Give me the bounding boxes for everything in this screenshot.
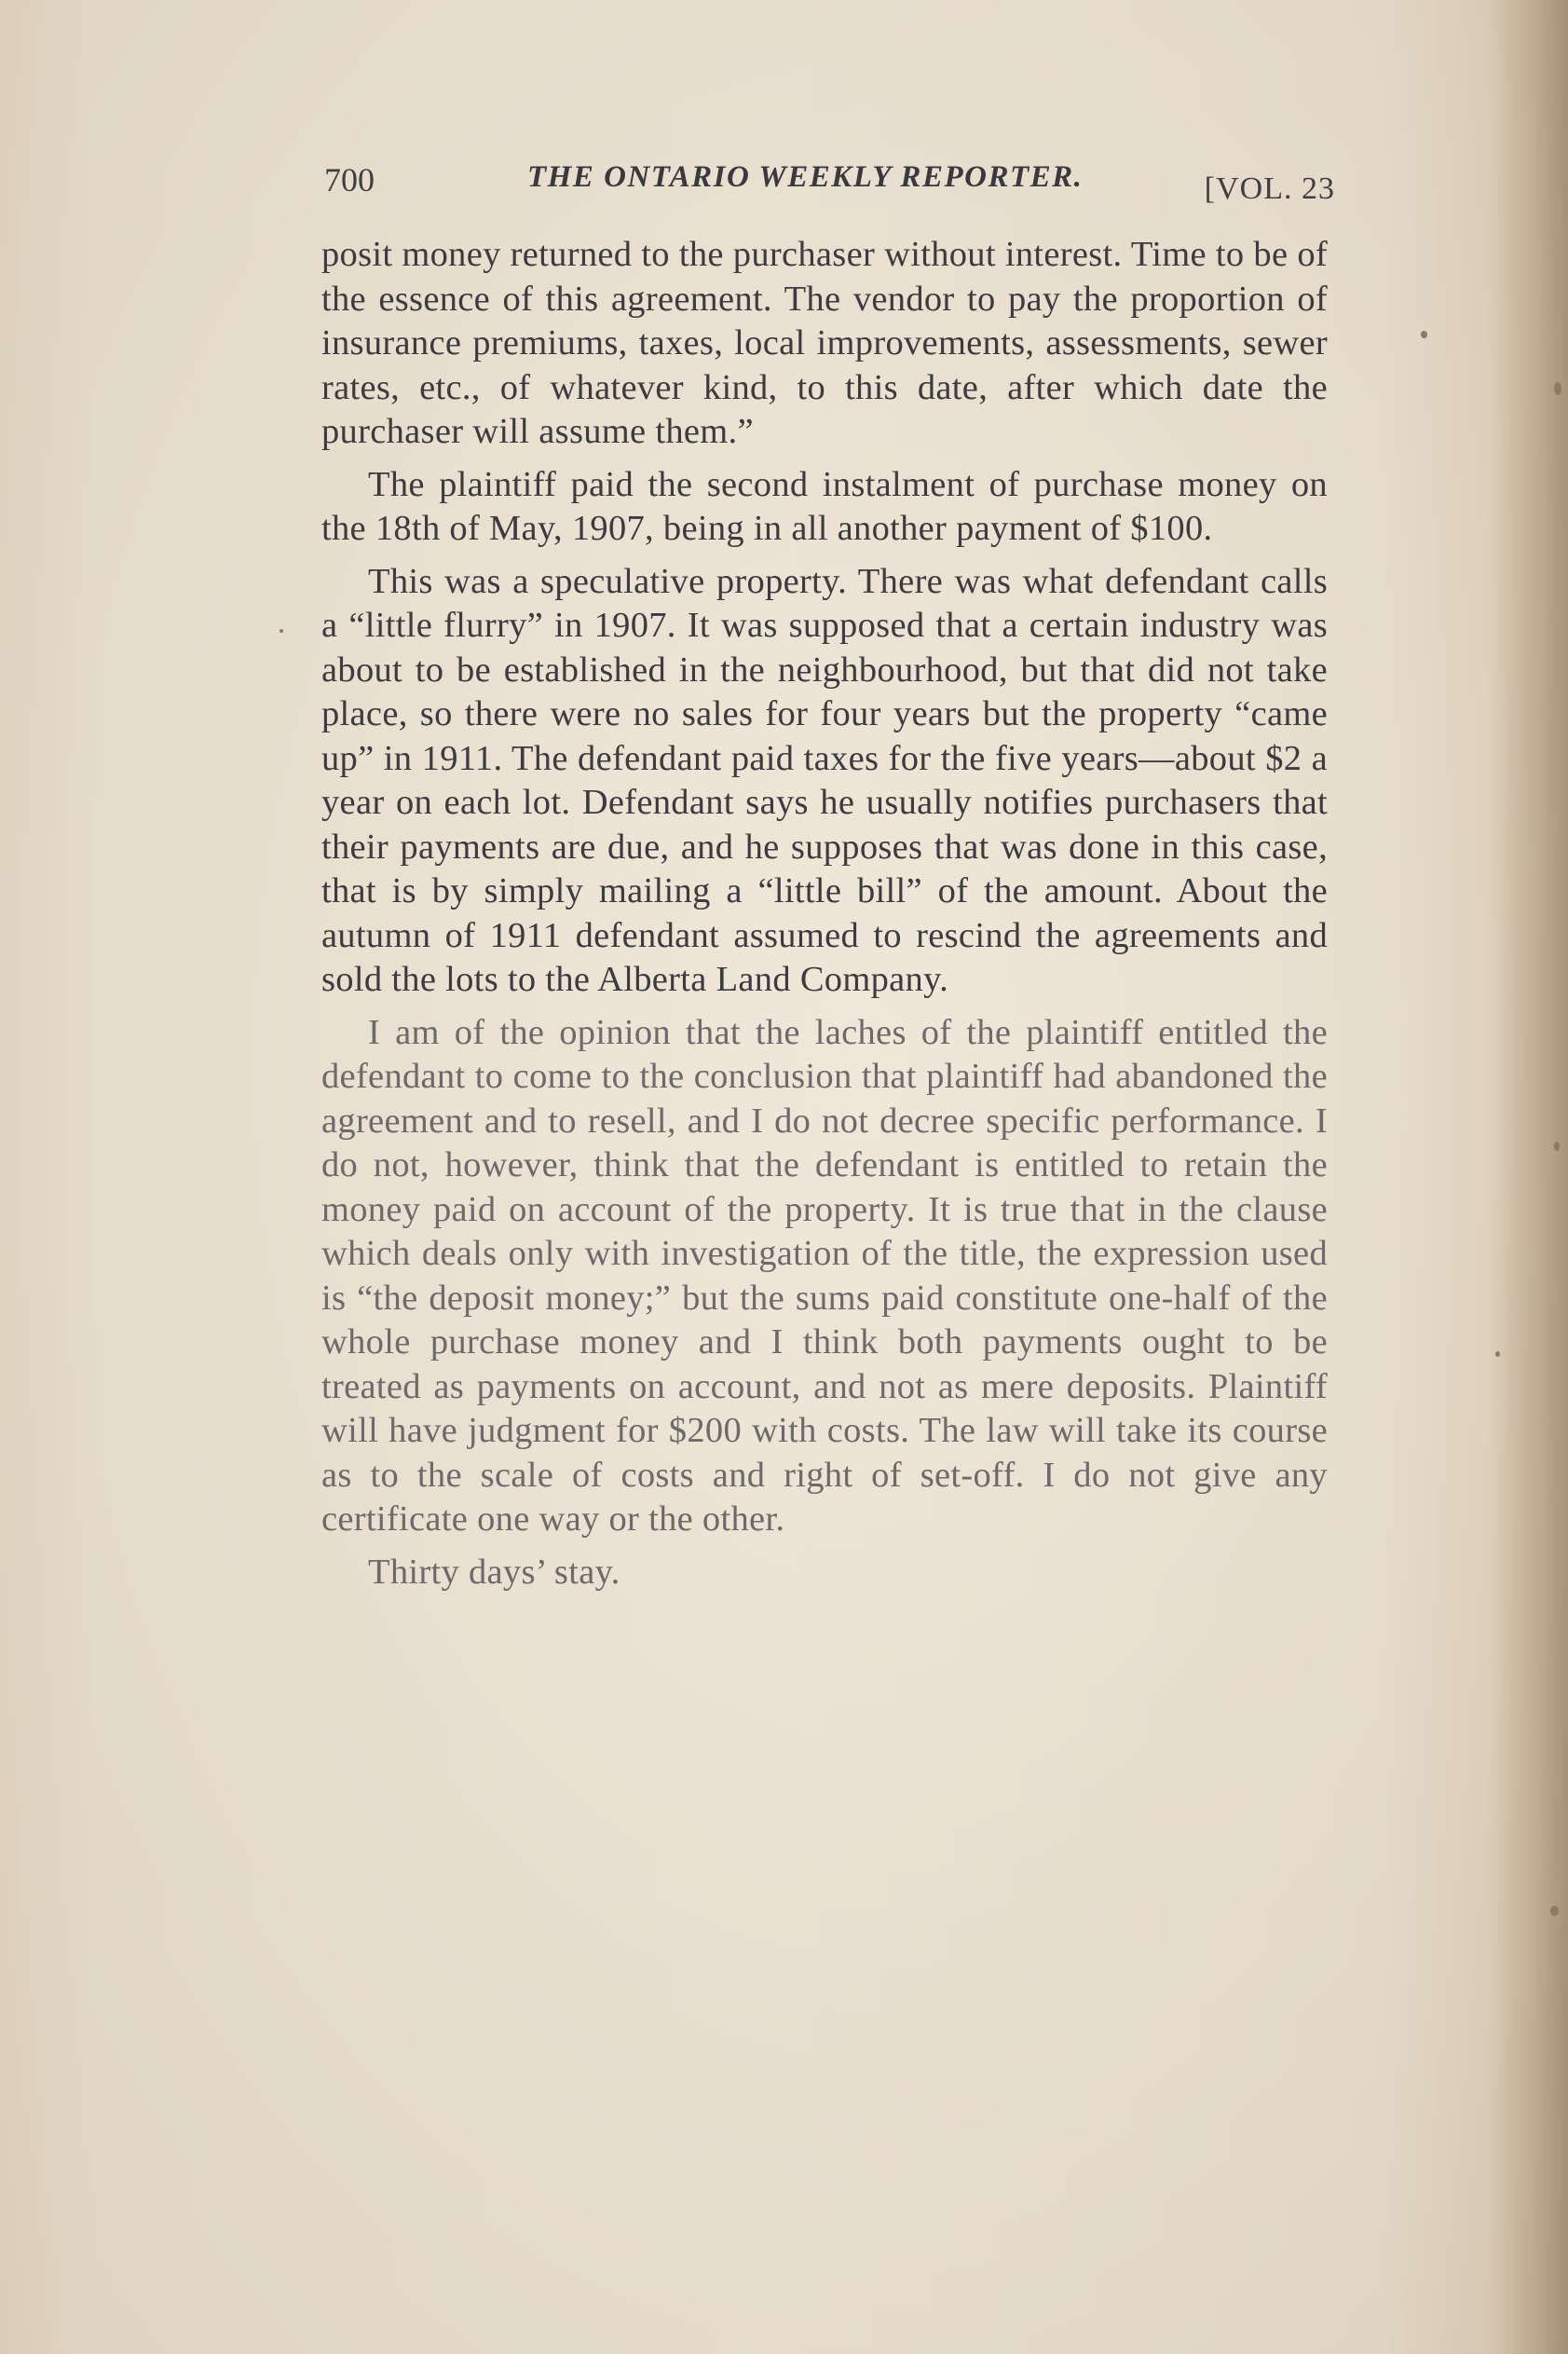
body-text (321, 233, 1328, 1603)
page-header (324, 157, 1335, 212)
page-number: 700 (324, 161, 375, 198)
paper-speck (280, 629, 283, 633)
spine-shadow (1489, 0, 1568, 2354)
paper-speck (1421, 331, 1427, 338)
paper-speck (1550, 1906, 1559, 1916)
paper-speck (1554, 1142, 1560, 1151)
paper-speck (1495, 1351, 1500, 1357)
paper-speck (1554, 382, 1561, 395)
paragraph-instalment: The plaintiff paid the second instalment of purchase money on the 18th of May, 1907, being in all another payment of $100. (321, 464, 1328, 548)
running-title: THE ONTARIO WEEKLY REPORTER. (527, 160, 1084, 194)
paragraph-stay: Thirty days’ stay. (368, 1552, 620, 1592)
paragraph-speculative-property: This was a speculative property. There was what defendant calls a “little flurry” in 1907. It was supposed that a certain industry was about to be established in the neighbourhood, but that did not take place, so there were no sales for four years but the property “came up” in 1911. The defendant paid taxes for the five years—about $2 a year on each lot. Defendant says he usually notifies purchasers that their payments are due, and he supposes that was done in this case, that is by simply mailing a “little bill” of the amount. About the autumn of 1911 defendant assumed to rescind the agreements and sold the lots to the Alberta Land Company. (321, 561, 1328, 999)
paragraph-opinion: I am of the opinion that the laches of the plaintiff entitled the defendant to come to the conclusion that plaintiff had abandoned the agreement and to resell, and I do not decree specific performance. I do not, however, think that the defendant is entitled to retain the money paid on account of the property. It is true that in the clause which deals only with investigation of the title, the expression used is “the deposit money;” but the sums paid constitute one-half of the whole purchase money and I think both payments ought to be treated as payments on account, and not as mere deposits. Plaintiff will have judgment for $200 with costs. The law will take its course as to the scale of costs and right of set-off. I do not give any certificate one way or the other. (321, 1012, 1328, 1539)
volume-label: [VOL. 23 (1204, 171, 1335, 206)
paragraph-continuation: posit money returned to the purchaser without interest. Time to be of the essence of this agreement. The vendor to pay the proportion of insurance premiums, taxes, local improvements, assessments, sewer rates, etc., of whatever kind, to this date, after which date the purchaser will assume them.” (321, 235, 1328, 451)
